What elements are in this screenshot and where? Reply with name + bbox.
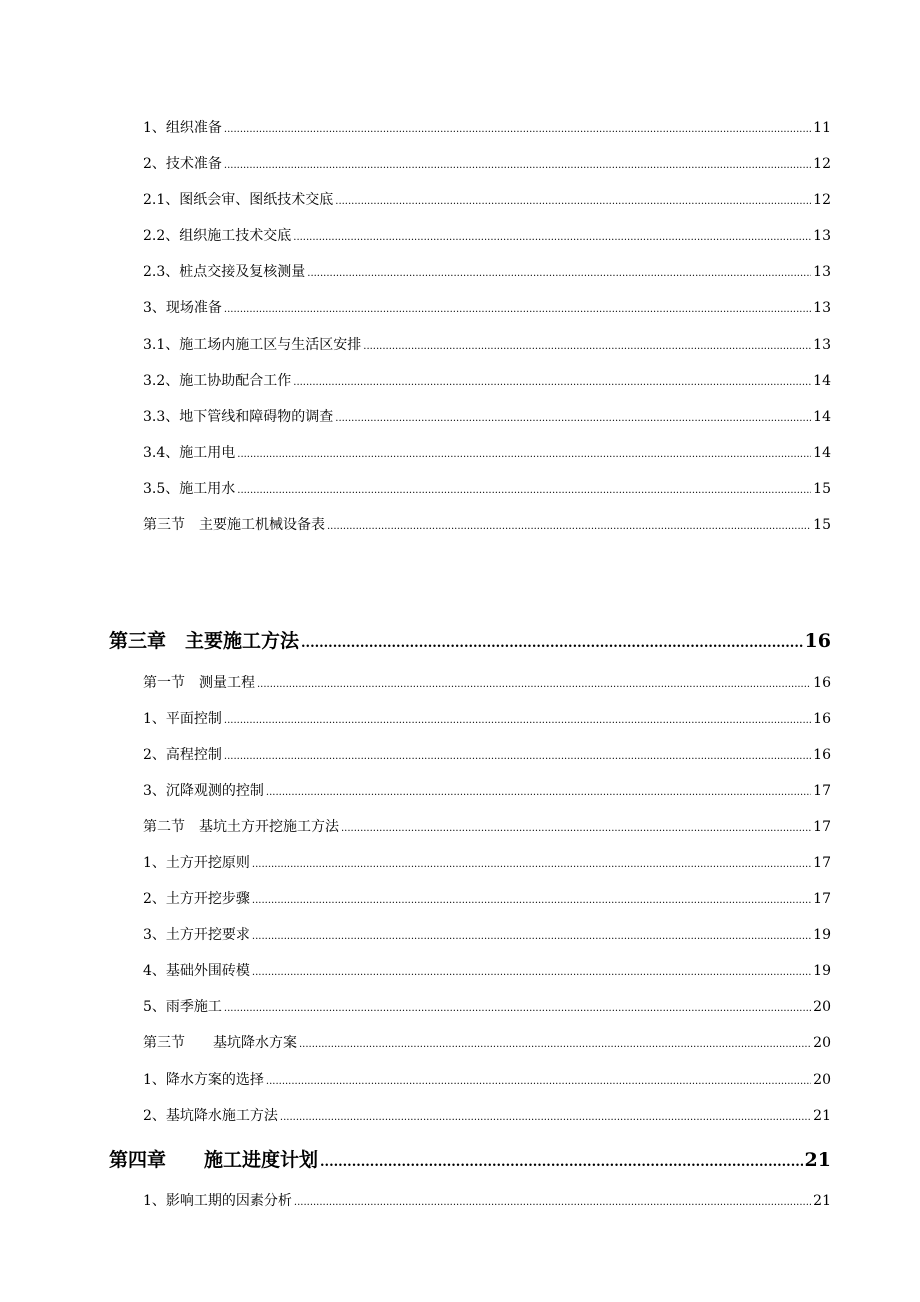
toc-entry-title: 3.2、施工协助配合工作: [143, 373, 292, 389]
toc-entry-title: 1、土方开挖原则: [143, 855, 250, 871]
toc-entry[interactable]: [143, 117, 831, 139]
dot-leader: [280, 1105, 811, 1129]
toc-entry[interactable]: [143, 334, 831, 356]
toc-entry[interactable]: [143, 370, 831, 392]
toc-entry-page: 13: [813, 264, 831, 280]
toc-entry-title: 1、影响工期的因素分析: [143, 1193, 292, 1209]
dot-leader: [224, 297, 811, 321]
toc-entry-title: 3.5、施工用水: [143, 481, 236, 497]
toc-entry-title: 3.4、施工用电: [143, 445, 236, 461]
toc-entry-page: 13: [813, 228, 831, 244]
dot-leader: [266, 780, 811, 804]
toc-entry[interactable]: [143, 960, 831, 982]
toc-entry-title: 第一节 测量工程: [143, 675, 255, 691]
dot-leader: [335, 406, 811, 430]
toc-entry-title: 第三节 主要施工机械设备表: [143, 517, 325, 533]
toc-section-entry[interactable]: [143, 816, 831, 838]
toc-entry-page: 21: [813, 1193, 831, 1209]
toc-entry-title: 2.2、组织施工技术交底: [143, 228, 292, 244]
dot-leader: [252, 888, 811, 912]
toc-entry-title: 2.3、桩点交接及复核测量: [143, 264, 306, 280]
toc-entry[interactable]: [143, 744, 831, 766]
toc-chapter-title: 第四章 施工进度计划: [109, 1149, 319, 1171]
toc-chapter-title: 第三章 主要施工方法: [109, 630, 300, 652]
toc-entry[interactable]: [143, 996, 831, 1018]
toc-entry-title: 3.1、施工场内施工区与生活区安排: [143, 337, 362, 353]
dot-leader: [224, 708, 811, 732]
toc-entry-page: 20: [813, 999, 831, 1015]
toc-section-entry[interactable]: [143, 514, 831, 536]
toc-entry-title: 3、现场准备: [143, 300, 222, 316]
toc-entry-page: 20: [813, 1035, 831, 1051]
toc-entry-title: 2、基坑降水施工方法: [143, 1108, 278, 1124]
toc-entry-title: 1、平面控制: [143, 711, 222, 727]
toc-entry-page: 13: [813, 300, 831, 316]
dot-leader: [294, 1190, 811, 1214]
toc-entry-title: 2、高程控制: [143, 747, 222, 763]
toc-entry[interactable]: [143, 780, 831, 802]
toc-entry[interactable]: [143, 153, 831, 175]
toc-entry-page: 16: [813, 711, 831, 727]
dot-leader: [257, 672, 811, 696]
dot-leader: [335, 189, 811, 213]
toc-entry-title: 2.1、图纸会审、图纸技术交底: [143, 192, 334, 208]
toc-chapter-page: 16: [804, 630, 831, 652]
dot-leader: [301, 626, 803, 659]
toc-entry[interactable]: [143, 888, 831, 910]
dot-leader: [224, 744, 811, 768]
toc-entry-page: 17: [813, 819, 831, 835]
dot-leader: [224, 117, 811, 141]
toc-entry-page: 16: [813, 747, 831, 763]
toc-entry-page: 17: [813, 855, 831, 871]
toc-entry-page: 20: [813, 1072, 831, 1088]
toc-entry[interactable]: [143, 297, 831, 319]
toc-entry[interactable]: [143, 225, 831, 247]
dot-leader: [252, 924, 811, 948]
toc-section-entry[interactable]: [143, 1032, 831, 1054]
toc-entry[interactable]: [143, 261, 831, 283]
toc-entry[interactable]: [143, 189, 831, 211]
toc-entry-title: 第二节 基坑土方开挖施工方法: [143, 819, 339, 835]
toc-entry-page: 19: [813, 963, 831, 979]
toc-entry-page: 19: [813, 927, 831, 943]
toc-entry-page: 17: [813, 891, 831, 907]
dot-leader: [224, 153, 811, 177]
toc-entry-page: 12: [813, 156, 831, 172]
toc-entry[interactable]: [143, 1105, 831, 1127]
dot-leader: [299, 1032, 811, 1056]
toc-entry-title: 4、基础外围砖模: [143, 963, 250, 979]
dot-leader: [293, 370, 811, 394]
toc-entry-page: 12: [813, 192, 831, 208]
dot-leader: [237, 442, 811, 466]
toc-chapter-entry[interactable]: [109, 1145, 831, 1175]
toc-entry[interactable]: [143, 852, 831, 874]
toc-entry-page: 15: [813, 481, 831, 497]
toc-entry-title: 第三节 基坑降水方案: [143, 1035, 297, 1051]
toc-entry-title: 3、沉降观测的控制: [143, 783, 264, 799]
dot-leader: [237, 478, 811, 502]
dot-leader: [363, 334, 811, 358]
toc-entry-page: 16: [813, 675, 831, 691]
toc-entry-page: 14: [813, 409, 831, 425]
dot-leader: [307, 261, 811, 285]
toc-entry-page: 14: [813, 445, 831, 461]
toc-entry-title: 1、降水方案的选择: [143, 1072, 264, 1088]
dot-leader: [327, 514, 811, 538]
toc-entry[interactable]: [143, 1069, 831, 1091]
dot-leader: [224, 996, 811, 1020]
toc-section-entry[interactable]: [143, 672, 831, 694]
toc-entry[interactable]: [143, 708, 831, 730]
toc-chapter-page: 21: [804, 1149, 831, 1171]
toc-entry-title: 2、技术准备: [143, 156, 222, 172]
dot-leader: [252, 960, 811, 984]
toc-entry[interactable]: [143, 406, 831, 428]
toc-entry[interactable]: [143, 478, 831, 500]
toc-entry-page: 13: [813, 337, 831, 353]
toc-entry-title: 1、组织准备: [143, 120, 222, 136]
toc-entry[interactable]: [143, 1190, 831, 1212]
toc-entry-title: 5、雨季施工: [143, 999, 222, 1015]
dot-leader: [341, 816, 811, 840]
toc-entry[interactable]: [143, 442, 831, 464]
toc-chapter-entry[interactable]: [109, 626, 831, 656]
dot-leader: [266, 1069, 811, 1093]
toc-entry[interactable]: [143, 924, 831, 946]
dot-leader: [293, 225, 811, 249]
toc-entry-page: 15: [813, 517, 831, 533]
toc-entry-page: 14: [813, 373, 831, 389]
toc-entry-page: 11: [813, 120, 831, 136]
dot-leader: [252, 852, 811, 876]
toc-entry-title: 2、土方开挖步骤: [143, 891, 250, 907]
toc-entry-page: 17: [813, 783, 831, 799]
toc-entry-page: 21: [813, 1108, 831, 1124]
toc-entry-title: 3.3、地下管线和障碍物的调查: [143, 409, 334, 425]
toc-entry-title: 3、土方开挖要求: [143, 927, 250, 943]
dot-leader: [320, 1145, 803, 1178]
